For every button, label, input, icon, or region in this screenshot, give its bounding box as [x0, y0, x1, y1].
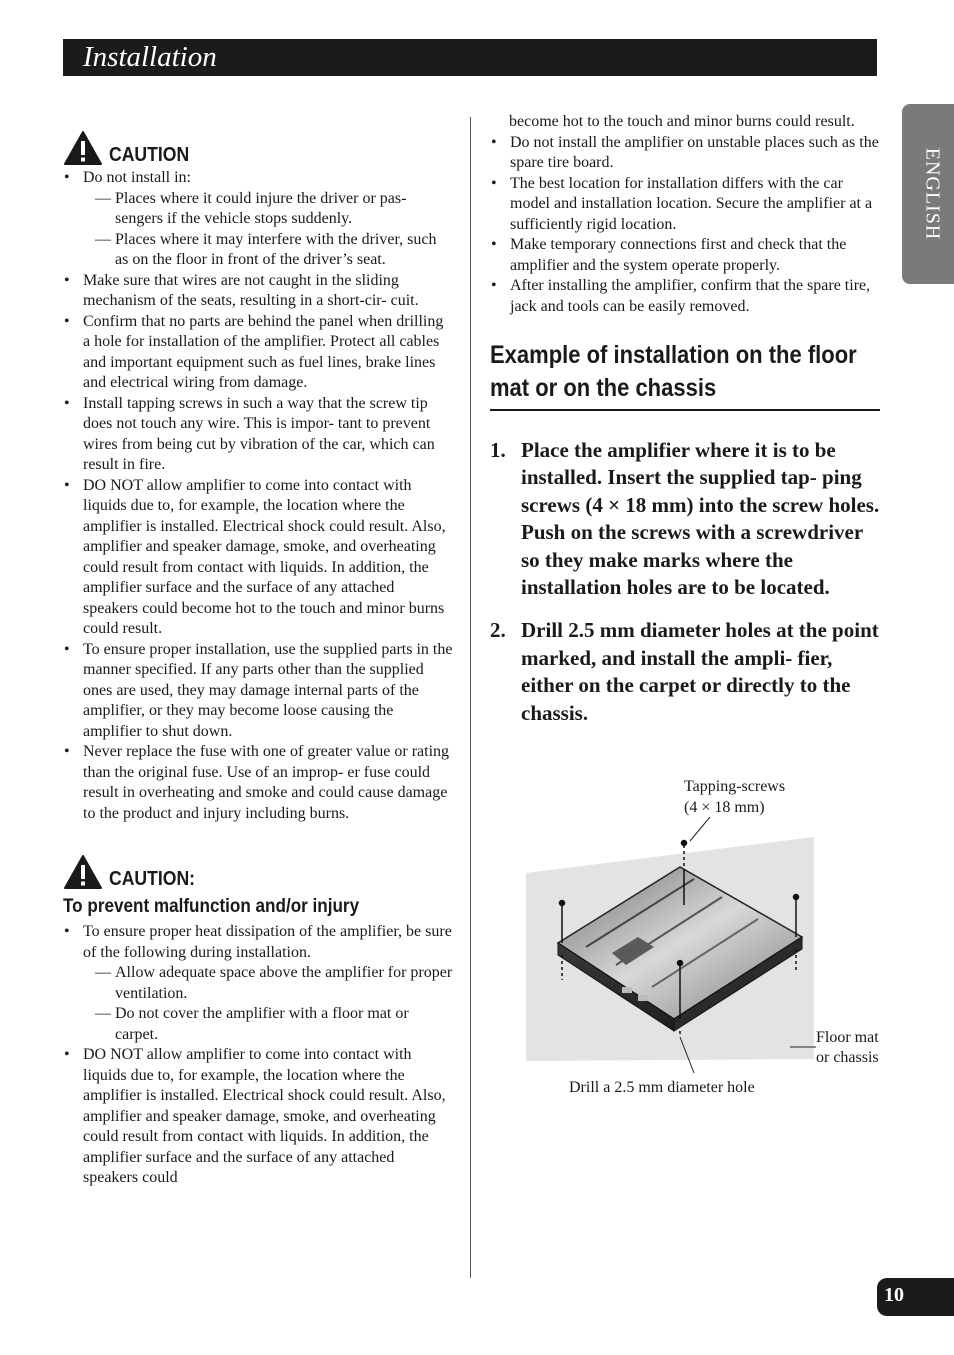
- warning-triangle-icon: [63, 130, 103, 166]
- language-tab-label: ENGLISH: [921, 147, 944, 241]
- dash-item: — Allow adequate space above the amplifier for proper ventilation.: [63, 963, 453, 1004]
- list-item: • Never replace the fuse with one of greater value or rating than the original fuse. Use of an improp- er fuse could result in overheating and smoke and could cause damage to the product and injury including burns.: [63, 742, 453, 824]
- list-item: • The best location for installation differs with the car model and installation location. Secure the amplifier at a sufficiently rigid location.: [490, 174, 880, 236]
- left-column: [63, 130, 453, 1189]
- list-item: • After installing the amplifier, confirm that the spare tire, jack and tools can be easily removed.: [490, 276, 880, 317]
- caution-list: [63, 168, 453, 824]
- right-column: [490, 112, 880, 743]
- list-item: • DO NOT allow amplifier to come into contact with liquids due to, for example, the location where the amplifier is installed. Electrical shock could result. Also, amplifier and speaker damage, smoke, and overheating could result from contact with liquids. In addition, the amplifier surface and the surface of any attached speakers could: [63, 1045, 453, 1189]
- dash-item: — Places where it could injure the driver or pas- sengers if the vehicle stops suddenly.: [63, 189, 453, 230]
- dash-item: — Places where it may interfere with the driver, such as on the floor in front of the driver’s seat.: [63, 230, 453, 271]
- page-number: 10: [884, 1284, 904, 1306]
- step-item: [490, 617, 880, 727]
- list-item: • DO NOT allow amplifier to come into contact with liquids due to, for example, the location where the amplifier is installed. Electrical shock could result. Also, amplifier and speaker damage, smoke, and overheating could result from contact with liquids. In addition, the amplifier surface and the surface of any attached speakers could become hot to the touch and minor burns could result.: [63, 476, 453, 640]
- header-banner: [63, 39, 877, 76]
- tapping-screws-size-label: (4 × 18 mm): [684, 799, 765, 816]
- list-item: • Make sure that wires are not caught in the sliding mechanism of the seats, resulting in a short-cir- cuit.: [63, 271, 453, 312]
- language-tab: [902, 104, 954, 284]
- caution-heading-2: [63, 854, 453, 890]
- list-item: • To ensure proper installation, use the supplied parts in the manner specified. If any parts other than the supplied ones are used, they may damage internal parts of the amplifier, or they may become loose causing the amplifier to shut down.: [63, 640, 453, 743]
- continued-text: become hot to the touch and minor burns could result.: [509, 113, 855, 130]
- step-number: 1.: [490, 438, 506, 462]
- list-item: • Do not install in: — Places where it could injure the driver or pas- sengers if the vehicle stops suddenly. — Places where it may interfere with the driver, such as on the floor in front of the driver’s seat.: [63, 168, 453, 271]
- step-text: Place the amplifier where it is to be installed. Insert the supplied tap- ping screws (4 × 18 mm) into the screw holes. Push on the screws with a screwdriver so they make marks where the installation holes are to be located.: [521, 438, 880, 600]
- caution-list-2: [63, 922, 453, 1189]
- step-item: [490, 437, 880, 601]
- list-item: • Do not install the amplifier on unstable places such as the spare tire board.: [490, 133, 880, 174]
- drill-hole-label: Drill a 2.5 mm diameter hole: [569, 1079, 755, 1096]
- caution-label: CAUTION: [109, 144, 190, 166]
- page-number-badge: [877, 1278, 954, 1316]
- page-title: Installation: [83, 41, 217, 73]
- installation-figure: [526, 775, 906, 1105]
- tapping-screws-label: Tapping-screws: [684, 778, 786, 795]
- section-heading: Example of installation on the floor mat or on the chassis: [490, 339, 880, 411]
- column-divider: [470, 117, 471, 1278]
- caution-heading: [63, 130, 453, 166]
- caution-label-2: CAUTION:: [109, 868, 196, 890]
- list-item: • Install tapping screws in such a way that the screw tip does not touch any wire. This is impor- tant to prevent wires from being cut by vibration of the car, which can result in fire.: [63, 394, 453, 476]
- step-number: 2.: [490, 618, 506, 643]
- caution-section-2: [63, 854, 453, 1189]
- list-item: • Confirm that no parts are behind the panel when drilling a hole for installation of the amplifier. Protect all cables and important equipment such as fuel lines, brake lines and electrical wiring from damage.: [63, 312, 453, 394]
- floor-mat-label: Floor mat: [816, 1029, 879, 1046]
- chassis-label: or chassis: [816, 1049, 879, 1066]
- step-text: Drill 2.5 mm diameter holes at the point marked, and install the ampli- fier, either on the carpet or directly to the chassis.: [521, 618, 879, 725]
- dash-item: — Do not cover the amplifier with a floor mat or carpet.: [63, 1004, 453, 1045]
- list-item: • Make temporary connections first and check that the amplifier and the system operate properly.: [490, 235, 880, 276]
- caution-subtitle: To prevent malfunction and/or injury: [63, 896, 360, 917]
- list-item: • To ensure proper heat dissipation of the amplifier, be sure of the following during installation. — Allow adequate space above the amplifier for proper ventilation. — Do not cover the amplifier with a floor mat or carpet.: [63, 922, 453, 1045]
- caution-list-continued: [490, 133, 880, 318]
- warning-triangle-icon: [63, 854, 103, 890]
- screw-leader: [690, 817, 710, 841]
- steps-list: [490, 437, 880, 727]
